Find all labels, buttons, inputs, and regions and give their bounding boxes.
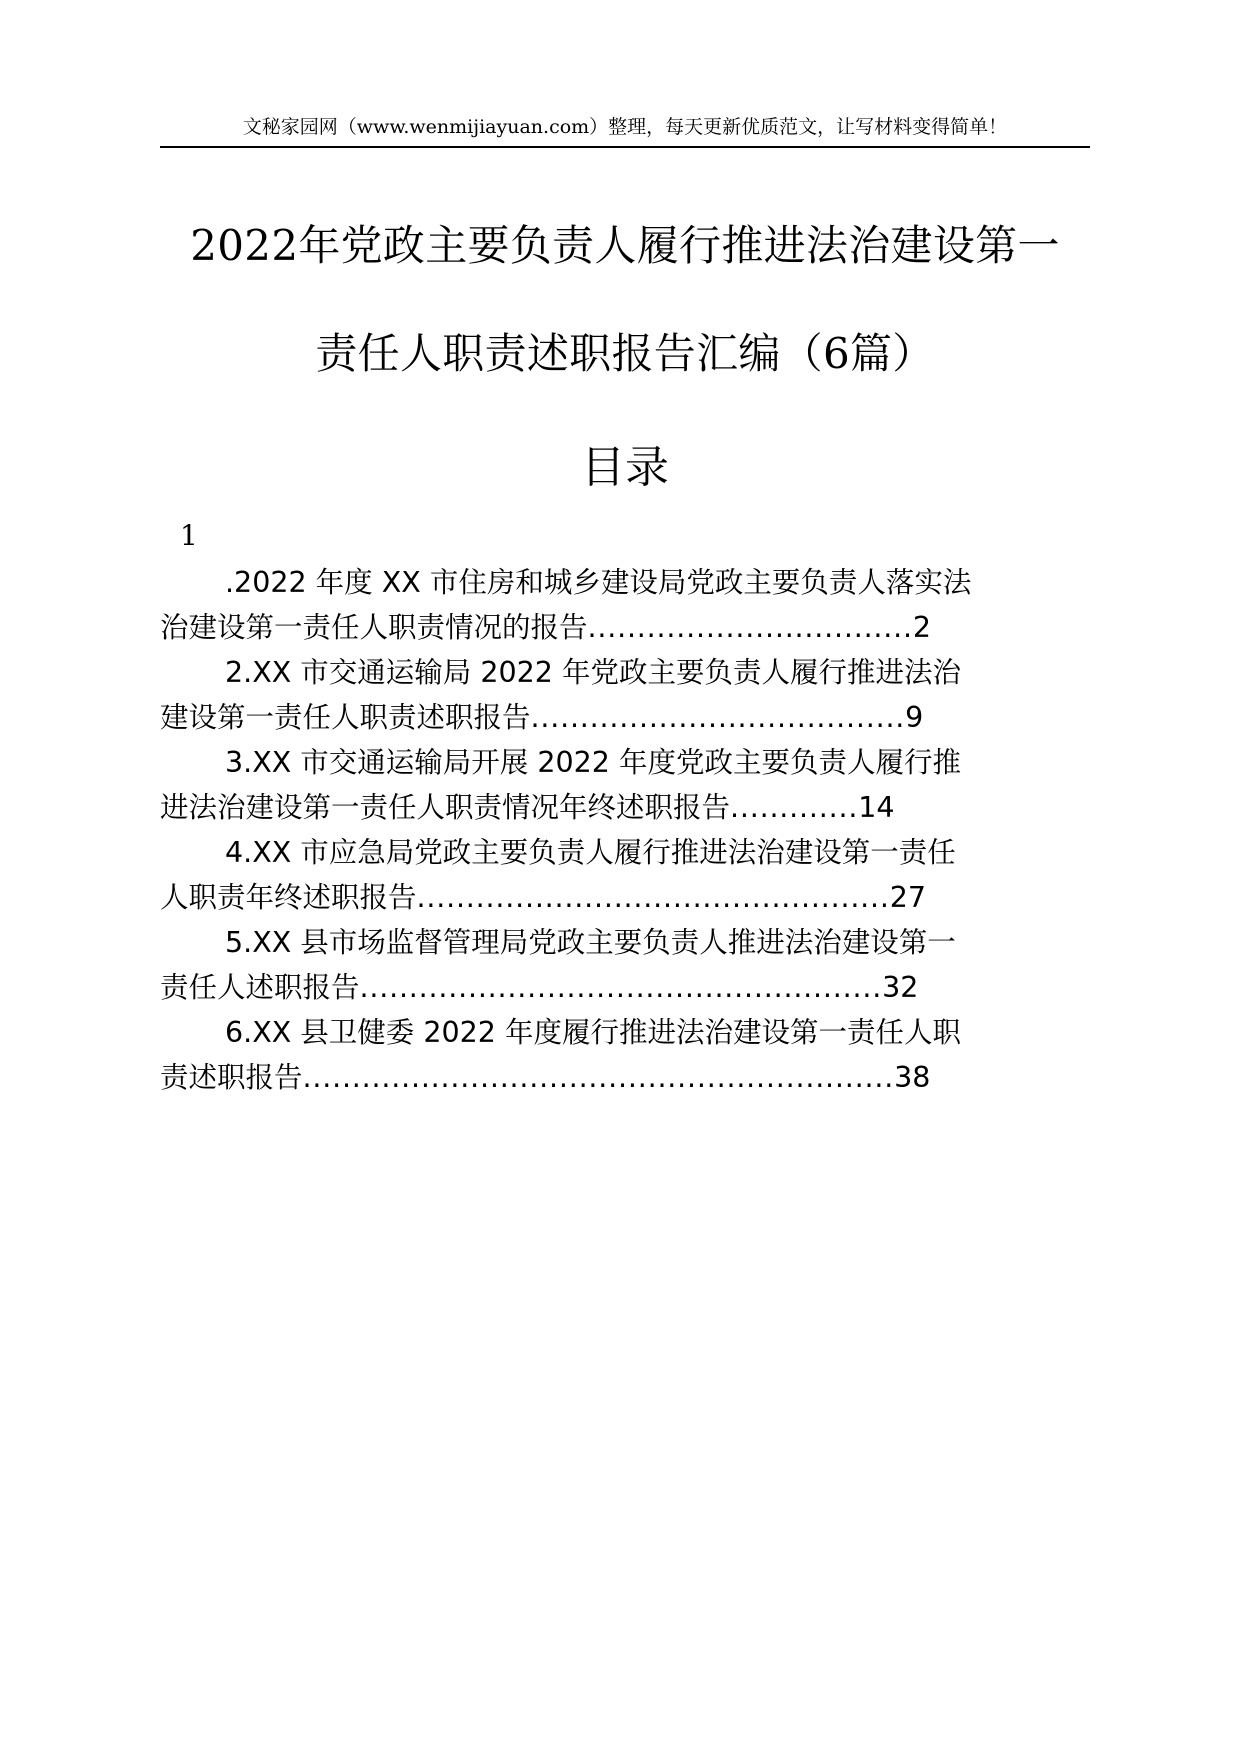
toc-page-number: 2 bbox=[912, 611, 932, 644]
toc-entry-title: 5.XX 县市场监督管理局党政主要负责人推进法治建设第一 bbox=[225, 926, 956, 959]
toc-page-number: 38 bbox=[894, 1061, 931, 1094]
toc-page-number: 14 bbox=[858, 791, 895, 824]
toc-entry-5[interactable] bbox=[160, 920, 1090, 1010]
toc-heading: 目录 bbox=[581, 442, 669, 493]
toc-entry-title: 2.XX 市交通运输局 2022 年党政主要负责人履行推进法治 bbox=[225, 656, 961, 689]
page-header-text: 文秘家园网（www.wenmijiayuan.com）整理，每天更新优质范文，让写材料变得简单！ bbox=[242, 116, 1008, 138]
toc-page-marker: 1 bbox=[180, 519, 198, 552]
toc-dot-leader: ............. bbox=[730, 791, 859, 824]
toc-entry-title: .2022 年度 XX 市住房和城乡建设局党政主要负责人落实法 bbox=[225, 566, 972, 599]
toc-entry-3[interactable] bbox=[160, 740, 1090, 830]
toc-page-number: 32 bbox=[882, 971, 919, 1004]
document-title-line-2: 责任人职责述职报告汇编（6篇） bbox=[315, 329, 935, 378]
toc-entry-title-continued bbox=[160, 875, 1018, 920]
toc-entry-title-tail: 责任人述职报告 bbox=[160, 971, 360, 1004]
toc-entry-title-tail: 责述职报告 bbox=[160, 1061, 303, 1094]
toc-dot-leader: ................................. bbox=[587, 611, 913, 644]
toc-entry-title-continued bbox=[160, 695, 1018, 740]
toc-entry-6[interactable] bbox=[160, 1010, 1090, 1100]
toc-entry-title: 6.XX 县卫健委 2022 年度履行推进法治建设第一责任人职 bbox=[225, 1016, 961, 1049]
toc-page-number: 27 bbox=[889, 881, 927, 914]
toc-entry-title-tail: 建设第一责任人职责述职报告 bbox=[160, 701, 531, 734]
toc-entry-title-tail: 人职责年终述职报告 bbox=[160, 881, 417, 914]
toc-entry-title-tail: 进法治建设第一责任人职责情况年终述职报告 bbox=[160, 791, 731, 824]
toc-dot-leader: ..................................................... bbox=[359, 971, 883, 1004]
toc-entry-title: 3.XX 市交通运输局开展 2022 年度党政主要负责人履行推 bbox=[225, 746, 961, 779]
toc-entry-title: 4.XX 市应急局党政主要负责人履行推进法治建设第一责任 bbox=[225, 836, 956, 869]
toc-entry-1[interactable] bbox=[160, 560, 1090, 650]
header-divider bbox=[160, 146, 1090, 148]
toc-entry-4[interactable] bbox=[160, 830, 1090, 920]
toc-entry-2[interactable] bbox=[160, 650, 1090, 740]
toc-dot-leader: ...................................... bbox=[530, 701, 906, 734]
toc-entry-title-continued bbox=[160, 965, 1018, 1010]
toc-dot-leader: ................................................ bbox=[416, 881, 890, 914]
document-title bbox=[160, 192, 1090, 408]
table-of-contents bbox=[160, 560, 1090, 1100]
toc-entry-title-continued bbox=[160, 785, 1018, 830]
toc-page-number: 9 bbox=[905, 701, 924, 734]
toc-entry-title-tail: 治建设第一责任人职责情况的报告 bbox=[160, 611, 588, 644]
toc-dot-leader: ............................................................ bbox=[302, 1061, 895, 1094]
toc-entry-title-continued bbox=[160, 1055, 1018, 1100]
document-title-line-1: 2022年党政主要负责人履行推进法治建设第一 bbox=[190, 221, 1060, 270]
toc-entry-title-continued bbox=[160, 605, 1018, 650]
